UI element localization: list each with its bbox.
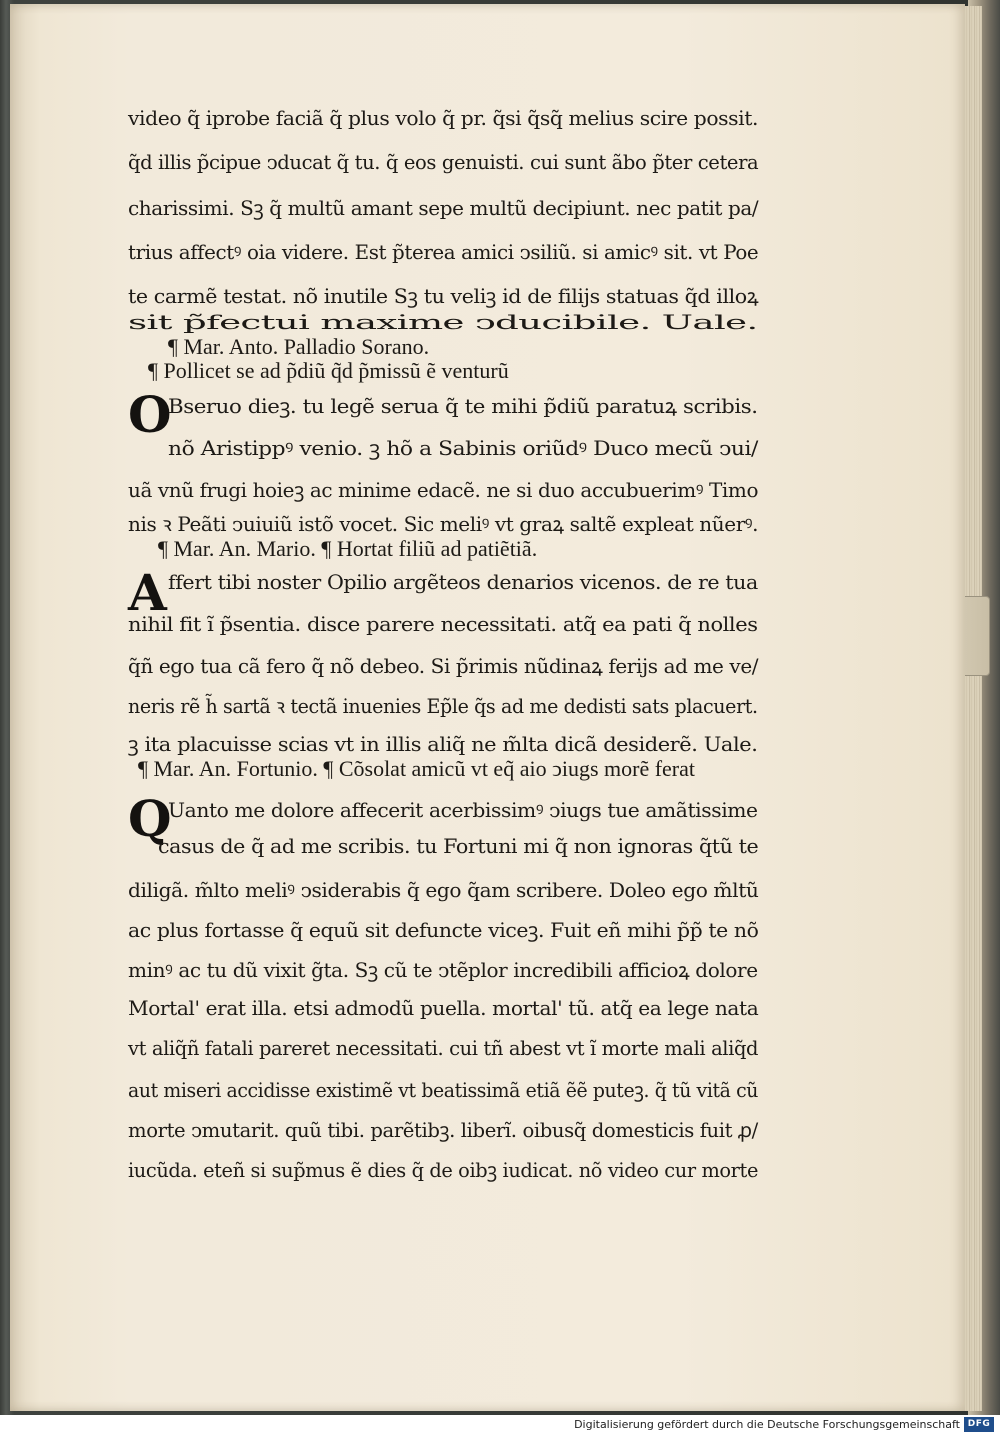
text-line: q̃d illis p̃cipue ↄducat q̃ tu. q̃ eos genuisti. cui sunt ãbo p̃ter cetera — [128, 150, 759, 174]
text-line: Uanto me dolore affecerit acerbissimꝰ ↄiugs tue amãtissime — [168, 798, 758, 822]
text-line: sit p̃fectui maxime ↄducibile. Uale. — [128, 310, 758, 334]
text-line: trius affectꝰ oia videre. Est p̃terea amici ↄsiliũ. si amicꝰ sit. vt Poe — [128, 240, 759, 264]
drop-initial: O — [128, 385, 172, 444]
text-line: Mortal' erat illa. etsi admodũ puella. mortal' tũ. atq̃ ea lege nata — [128, 996, 759, 1020]
text-line: ꝫ ita placuisse scias vt in illis aliq̃ ne m̃lta dicã desiderẽ. Uale. — [128, 732, 758, 756]
text-line: vt aliq̃ñ fatali pareret necessitati. cui tñ abest vt ĩ morte mali aliq̃d — [128, 1036, 759, 1060]
letter-heading: ¶ Mar. Anto. Palladio Sorano. — [168, 334, 430, 359]
letter-heading: ¶ Mar. An. Mario. ¶ Hortat filiũ ad patiẽtiã. — [158, 536, 538, 561]
text-line: ac plus fortasse q̃ equũ sit defuncte viceꝫ. Fuit eñ mihi p̃p̃ te nõ — [128, 918, 759, 942]
text-line: neris rẽ h̃ sartã ꝛ tectã inuenies Ep̃le q̃s ad me dedisti sats placuert. — [128, 694, 758, 718]
text-line: iucũda. eteñ si sup̃mus ẽ dies q̃ de oibꝫ iudicat. nõ video cur morte — [128, 1158, 759, 1182]
drop-initial: A — [128, 563, 167, 622]
text-line: nihil fit ĩ p̃sentia. disce parere necessitati. atq̃ ea pati q̃ nolles — [128, 612, 758, 636]
dfg-logo: DFG — [964, 1417, 994, 1432]
text-line: nõ Aristippꝰ venio. ꝫ hõ a Sabinis oriũdꝰ Duco mecũ ↄui/ — [168, 436, 758, 460]
text-line: aut miseri accidisse existimẽ vt beatissimã etiã ẽẽ puteꝫ. q̃ tũ vitã cũ — [128, 1078, 759, 1102]
text-line: charissimi. Sꝫ q̃ multũ amant sepe multũ decipiunt. nec patit pa/ — [128, 196, 759, 220]
footer-bar — [0, 1415, 1000, 1435]
text-line: morte ↄmutarit. quũ tibi. parẽtibꝫ. liberĩ. oibusq̃ domesticis fuit ꝓ/ — [128, 1118, 758, 1142]
text-line: uã vnũ frugi hoieꝫ ac minime edacẽ. ne si duo accubuerimꝰ Timo — [128, 478, 759, 502]
text-line: minꝰ ac tu dũ vixit g̃ta. Sꝫ cũ te ↄtẽplor incredibili afficioꝝ dolore — [128, 958, 758, 982]
text-line: Bseruo dieꝫ. tu legẽ serua q̃ te mihi p̃diũ paratuꝝ scribis. — [168, 394, 758, 418]
text-line: te carmẽ testat. nõ inutile Sꝫ tu veliꝫ id de filijs statuas q̃d illoꝝ — [128, 284, 759, 308]
text-line: ffert tibi noster Opilio argẽteos denarios vicenos. de re tua — [168, 570, 758, 594]
text-line: q̃ñ ego tua cã fero q̃ nõ debeo. Si p̃rimis nũdinaꝝ ferijs ad me ve/ — [128, 654, 759, 678]
letter-heading: ¶ Mar. An. Fortunio. ¶ Cõsolat amicũ vt eq̃ aio ↄiugs morẽ ferat — [138, 756, 696, 781]
text-line: casus de q̃ ad me scribis. tu Fortuni mi q̃ non ignoras q̃tũ te — [158, 834, 759, 858]
letter-summary: ¶ Pollicet se ad p̃diũ q̃d p̃missũ ẽ venturũ — [148, 358, 509, 383]
funding-credit: Digitalisierung gefördert durch die Deutsche Forschungsgemeinschaft — [574, 1418, 960, 1431]
drop-initial: Q — [128, 789, 172, 848]
text-line: video q̃ iprobe faciã q̃ plus volo q̃ pr. q̃si q̃sq̃ melius scire possit. — [128, 106, 759, 130]
book-page — [10, 4, 965, 1411]
text-line: nis ꝛ Peãti ↄuiuiũ istõ vocet. Sic meliꝰ vt graꝝ saltẽ expleat nũerꝰ. — [128, 512, 759, 536]
text-line: diligã. m̃lto meliꝰ ↄsiderabis q̃ ego q̃am scribere. Doleo ego m̃ltũ — [128, 878, 759, 902]
